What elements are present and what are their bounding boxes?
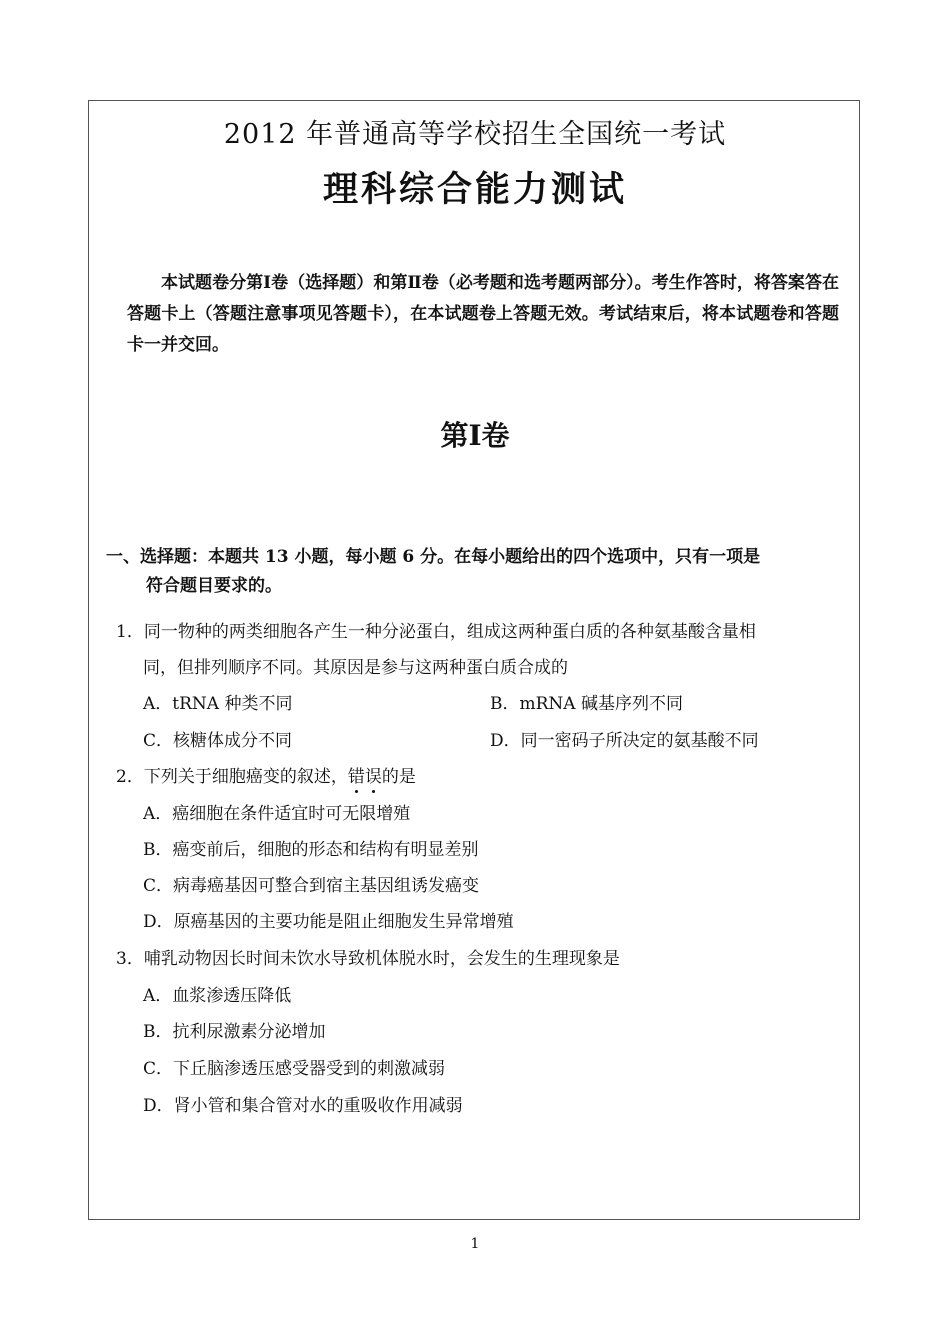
q1-option-d: D．同一密码子所决定的氨基酸不同	[490, 731, 759, 751]
q1-option-b: B．mRNA 碱基序列不同	[490, 694, 683, 714]
page-number: 1	[470, 1236, 480, 1252]
q2-stem	[116, 762, 416, 787]
emphasis-dot	[372, 790, 375, 793]
q1-stem-line2: 同，但排列顺序不同。其原因是参与这两种蛋白质合成的	[143, 658, 568, 678]
q3-option-d: D．肾小管和集合管对水的重吸收作用减弱	[143, 1096, 463, 1116]
section-heading-line1: 一、选择题：本题共 13 小题，每小题 6 分。在每小题给出的四个选项中，只有一项是	[106, 547, 761, 567]
q1-option-c: C．核糖体成分不同	[143, 731, 293, 751]
q2-stem-prefix: 2．下列关于细胞癌变的叙述，	[116, 767, 348, 787]
q2-option-a: A．癌细胞在条件适宜时可无限增殖	[143, 804, 411, 824]
q2-option-b: B．癌变前后，细胞的形态和结构有明显差别	[143, 840, 479, 860]
q1-option-a: A．tRNA 种类不同	[143, 694, 293, 714]
q2-stem-suffix: 的是	[381, 767, 416, 787]
emphasis-dot	[355, 790, 358, 793]
q3-option-c: C．下丘脑渗透压感受器受到的刺激减弱	[143, 1059, 446, 1079]
q2-emphasis-char-2: 误	[365, 767, 382, 787]
section-heading	[106, 543, 846, 601]
q3-option-a: A．血浆渗透压降低	[143, 986, 292, 1006]
q1-stem-line1: 1．同一物种的两类细胞各产生一种分泌蛋白，组成这两种蛋白质的各种氨基酸含量相	[116, 622, 756, 642]
exam-title: 2012 年普通高等学校招生全国统一考试	[223, 119, 727, 150]
section-heading-line2: 符合题目要求的。	[146, 576, 282, 596]
q2-emphasis-char-1: 错	[348, 767, 365, 787]
q2-option-d: D．原癌基因的主要功能是阻止细胞发生异常增殖	[143, 912, 514, 932]
exam-subtitle: 理科综合能力测试	[322, 169, 627, 210]
volume-title: 第Ⅰ卷	[440, 419, 510, 452]
q3-option-b: B．抗利尿激素分泌增加	[143, 1022, 326, 1042]
q2-option-c: C．病毒癌基因可整合到宿主基因组诱发癌变	[143, 876, 480, 896]
q3-stem: 3．哺乳动物因长时间未饮水导致机体脱水时，会发生的生理现象是	[116, 949, 620, 969]
intro-paragraph: 本试题卷分第Ⅰ卷（选择题）和第Ⅱ卷（必考题和选考题两部分）。考生作答时，将答案答在答题卡上（答题注意事项见答题卡），在本试题卷上答题无效。考试结束后，将本试题卷和答题卡一并交回。	[127, 273, 839, 355]
